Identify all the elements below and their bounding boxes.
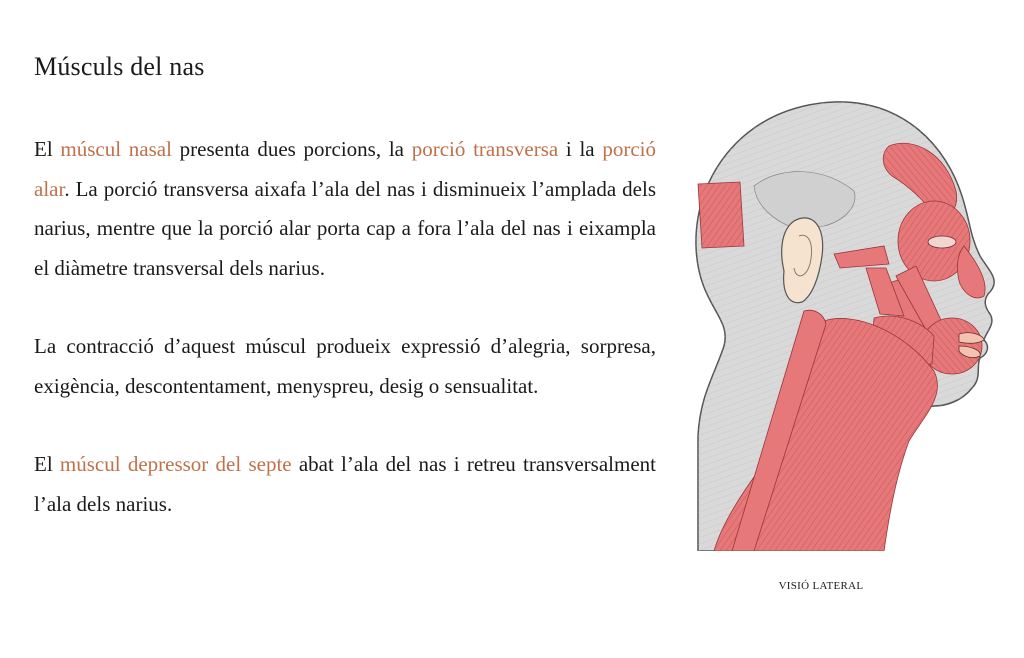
head-muscles-illustration <box>684 96 1010 551</box>
text-run: abat l’ala del nas i retreu transversalment l’ala dels narius. <box>34 452 656 516</box>
body-text <box>34 130 656 563</box>
paragraph-nasal-muscle <box>34 130 656 288</box>
paragraph-contraction <box>34 327 656 406</box>
text-run: La contracció d’aquest múscul produeix expressió d’alegria, sorpresa, exigència, descontentament, menyspreu, desig o sensualitat. <box>34 334 656 398</box>
figure-caption: VISIÓ LATERAL <box>778 580 864 592</box>
term-transverse-portion: porció transversa <box>411 137 559 161</box>
text-run: El <box>34 137 61 161</box>
text-run: El <box>34 452 60 476</box>
text-run: . La porció transversa aixafa l’ala del nas i disminueix l’amplada dels narius, mentre que la porció alar porta cap a fora l’ala del nas i eixampla el diàmetre transversal dels narius. <box>34 176 656 280</box>
term-depressor-septi: múscul depressor del septe <box>59 452 292 476</box>
head-lateral-view <box>684 96 1010 551</box>
paragraph-depressor <box>34 445 656 524</box>
term-nasal-muscle: múscul nasal <box>60 137 172 161</box>
text-run: i la <box>558 137 603 161</box>
page-title: Músculs del nas <box>34 52 205 81</box>
text-run: presenta dues porcions, la <box>171 137 412 161</box>
term-alar-portion: porció alar <box>34 137 657 201</box>
